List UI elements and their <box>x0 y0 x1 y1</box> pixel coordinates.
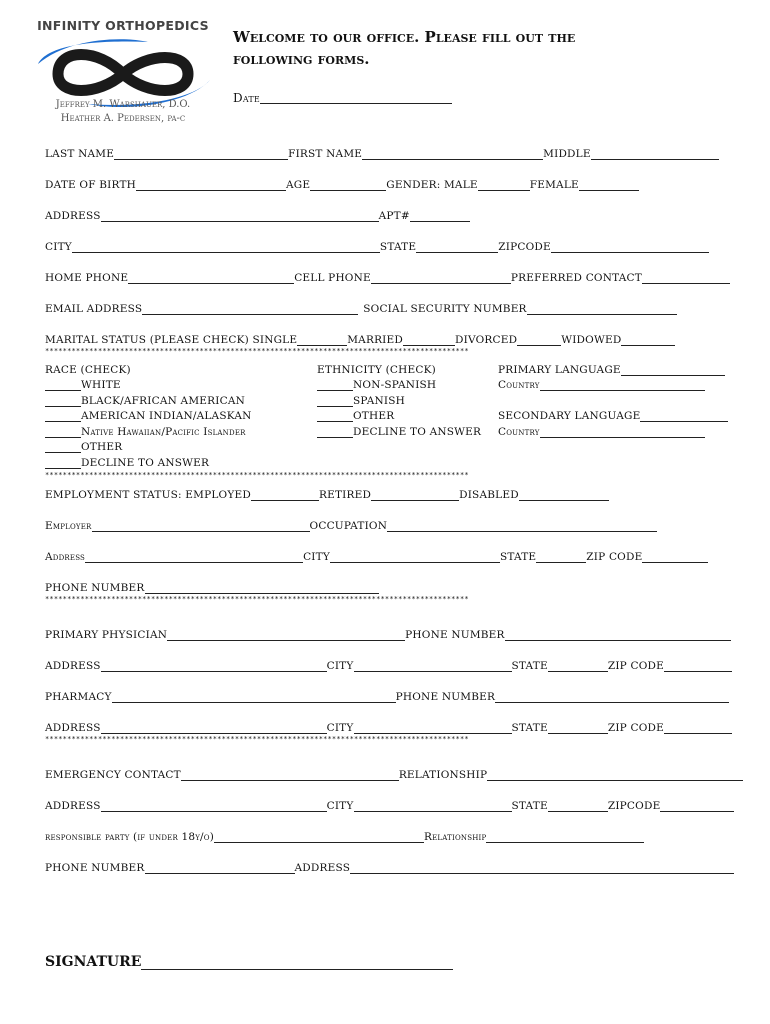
race-option-white: WHITE <box>45 376 305 392</box>
retired-label: RETIRED <box>318 489 372 501</box>
dob-field[interactable] <box>136 178 286 191</box>
emergency-zip-field[interactable] <box>660 799 734 812</box>
employer-field[interactable] <box>92 519 310 532</box>
state-field[interactable] <box>416 240 498 253</box>
pharmacy-phone-label: PHONE NUMBER <box>395 691 496 703</box>
race-hawaiian-checkbox[interactable] <box>45 425 81 438</box>
email-label: EMAIL ADDRESS <box>45 303 143 315</box>
phone-row <box>45 268 725 284</box>
pharmacy-city-label: CITY <box>326 722 354 734</box>
ethnicity-other-checkbox[interactable] <box>317 409 353 422</box>
disabled-field[interactable] <box>519 488 609 501</box>
city-row <box>45 237 725 253</box>
employer-city-label: CITY <box>303 551 330 563</box>
race-decline-checkbox[interactable] <box>45 456 81 469</box>
employed-label: EMPLOYMENT STATUS: EMPLOYED <box>45 489 251 501</box>
brand-name: INFINITY ORTHOPEDICS <box>37 18 209 33</box>
employed-field[interactable] <box>251 488 319 501</box>
race-white-checkbox[interactable] <box>45 378 81 391</box>
employer-address-label: Address <box>45 551 86 563</box>
dob-label: DATE OF BIRTH <box>45 179 137 191</box>
gender-female-label: FEMALE <box>529 179 579 191</box>
emergency-address-field[interactable] <box>101 799 327 812</box>
age-label: AGE <box>286 179 311 191</box>
gender-female-field[interactable] <box>579 178 639 191</box>
pharmacy-field[interactable] <box>112 690 396 703</box>
signature-field[interactable] <box>141 953 453 970</box>
date-row <box>233 88 493 104</box>
dob-row <box>45 175 725 191</box>
responsible-party-label: responsible party (if under 18y/o) <box>45 831 215 843</box>
employer-label: Employer <box>45 520 92 532</box>
address-label: ADDRESS <box>45 210 101 222</box>
welcome-line-1: Welcome to our office. Please fill out the <box>233 28 576 46</box>
employer-row <box>45 516 725 532</box>
separator-2: ************************************************************************************************ <box>45 471 469 479</box>
secondary-language-field[interactable] <box>640 409 728 422</box>
employer-phone-field[interactable] <box>145 581 379 594</box>
address-row <box>45 206 725 222</box>
emergency-relationship-label: RELATIONSHIP <box>398 769 488 781</box>
pharmacy-state-label: STATE <box>511 722 548 734</box>
country-2-field[interactable] <box>540 425 705 438</box>
pharmacy-zip-field[interactable] <box>664 721 732 734</box>
doctor-name-1: Jeffrey M. Warshauer, D.O. <box>55 99 191 110</box>
city-label: CITY <box>45 241 72 253</box>
responsible-relationship-field[interactable] <box>486 830 644 843</box>
signature-label: SIGNATURE <box>45 954 142 970</box>
responsible-phone-field[interactable] <box>145 861 295 874</box>
physician-phone-field[interactable] <box>505 628 731 641</box>
employer-phone-row <box>45 578 725 594</box>
employer-state-field[interactable] <box>536 550 586 563</box>
emergency-state-label: STATE <box>511 800 548 812</box>
middle-field[interactable] <box>591 147 719 160</box>
country-2-row <box>498 422 723 438</box>
physician-city-label: CITY <box>326 660 354 672</box>
secondary-language-row <box>498 407 723 423</box>
zip-field[interactable] <box>551 240 709 253</box>
physician-address-label: ADDRESS <box>45 660 101 672</box>
physician-state-label: STATE <box>511 660 548 672</box>
responsible-phone-label: PHONE NUMBER <box>45 862 145 874</box>
welcome-heading <box>233 26 673 70</box>
emergency-city-label: CITY <box>326 800 354 812</box>
physician-address-field[interactable] <box>101 659 327 672</box>
race-option-american-indian: AMERICAN INDIAN/ALASKAN <box>45 407 305 423</box>
preferred-contact-field[interactable] <box>642 271 730 284</box>
email-row <box>45 299 725 315</box>
responsible-party-row <box>45 827 725 843</box>
date-field[interactable] <box>260 91 452 104</box>
address-field[interactable] <box>101 209 379 222</box>
first-name-label: FIRST NAME <box>288 148 363 160</box>
separator-3: ************************************************************************************************ <box>45 595 469 603</box>
pharmacy-zip-label: ZIP CODE <box>607 722 664 734</box>
emergency-contact-label: EMERGENCY CONTACT <box>45 769 181 781</box>
marital-widowed-label: WIDOWED <box>561 334 622 346</box>
disabled-label: DISABLED <box>459 489 519 501</box>
marital-widowed-field[interactable] <box>621 333 675 346</box>
marital-married-field[interactable] <box>403 333 455 346</box>
pharmacy-state-field[interactable] <box>548 721 608 734</box>
race-option-other: OTHER <box>45 438 305 454</box>
secondary-language-label: SECONDARY LANGUAGE <box>498 410 641 422</box>
emergency-address-label: ADDRESS <box>45 800 101 812</box>
ethnicity-option-spanish: SPANISH <box>317 391 492 407</box>
occupation-label: OCCUPATION <box>309 520 388 532</box>
employer-zip-label: ZIP CODE <box>586 551 643 563</box>
primary-language-field[interactable] <box>621 363 725 376</box>
emergency-zip-label: ZIPCODE <box>607 800 661 812</box>
age-field[interactable] <box>310 178 386 191</box>
emergency-contact-field[interactable] <box>181 768 399 781</box>
physician-phone-label: PHONE NUMBER <box>405 629 505 641</box>
city-field[interactable] <box>72 240 380 253</box>
pharmacy-address-label: ADDRESS <box>45 722 101 734</box>
retired-field[interactable] <box>371 488 459 501</box>
last-name-field[interactable] <box>114 147 288 160</box>
employer-address-field[interactable] <box>85 550 303 563</box>
home-phone-field[interactable] <box>128 271 294 284</box>
language-column <box>498 360 723 438</box>
email-field[interactable] <box>142 302 358 315</box>
pharmacy-label: PHARMACY <box>45 691 112 703</box>
marital-married-label: MARRIED <box>347 334 404 346</box>
separator-1: ************************************************************************************************ <box>45 347 469 355</box>
employer-address-row <box>45 547 725 563</box>
employer-city-field[interactable] <box>330 550 500 563</box>
responsible-party-field[interactable] <box>214 830 424 843</box>
emergency-contact-row <box>45 765 725 781</box>
physician-row <box>45 625 725 641</box>
name-row <box>45 144 725 160</box>
preferred-contact-label: PREFERRED CONTACT <box>510 272 642 284</box>
marital-single-field[interactable] <box>297 333 347 346</box>
pharmacy-row <box>45 687 725 703</box>
physician-city-field[interactable] <box>354 659 512 672</box>
physician-state-field[interactable] <box>548 659 608 672</box>
country-1-row <box>498 376 723 392</box>
ethnicity-option-non-spanish: NON-SPANISH <box>317 376 492 392</box>
marital-single-label: MARITAL STATUS (PLEASE CHECK) SINGLE <box>45 334 298 346</box>
emergency-address-row <box>45 796 725 812</box>
ethnicity-column <box>317 360 492 438</box>
marital-row <box>45 330 725 346</box>
responsible-relationship-label: Relationship <box>424 831 487 843</box>
ethnicity-header: ETHNICITY (CHECK) <box>317 363 436 376</box>
race-other-checkbox[interactable] <box>45 440 81 453</box>
primary-physician-label: PRIMARY PHYSICIAN <box>45 629 168 641</box>
employer-phone-label: PHONE NUMBER <box>45 582 145 594</box>
race-option-decline: DECLINE TO ANSWER <box>45 453 305 469</box>
physician-address-row <box>45 656 725 672</box>
race-option-hawaiian: Native Hawaiian/Pacific Islander <box>45 422 305 438</box>
ethnicity-option-other: OTHER <box>317 407 492 423</box>
ethnicity-non-spanish-checkbox[interactable] <box>317 378 353 391</box>
cell-phone-label: CELL PHONE <box>294 272 371 284</box>
marital-divorced-field[interactable] <box>517 333 561 346</box>
home-phone-label: HOME PHONE <box>45 272 129 284</box>
responsible-phone-row <box>45 858 725 874</box>
employer-state-label: STATE <box>499 551 537 563</box>
first-name-field[interactable] <box>362 147 543 160</box>
marital-divorced-label: DIVORCED <box>455 334 518 346</box>
ethnicity-spanish-checkbox[interactable] <box>317 394 353 407</box>
occupation-field[interactable] <box>387 519 657 532</box>
race-column <box>45 360 305 469</box>
country-2-label: Country <box>498 425 540 438</box>
emergency-city-field[interactable] <box>354 799 512 812</box>
physician-zip-field[interactable] <box>664 659 732 672</box>
gender-male-label: GENDER: MALE <box>386 179 478 191</box>
signature-row <box>45 950 453 970</box>
ssn-label: SOCIAL SECURITY NUMBER <box>363 303 527 315</box>
zip-label: ZIPCODE <box>498 241 551 253</box>
race-option-black: BLACK/AFRICAN AMERICAN <box>45 391 305 407</box>
last-name-label: LAST NAME <box>45 148 115 160</box>
responsible-address-field[interactable] <box>350 861 734 874</box>
pharmacy-address-field[interactable] <box>101 721 327 734</box>
separator-4: ************************************************************************************************ <box>45 735 469 743</box>
primary-language-label: PRIMARY LANGUAGE <box>498 363 621 376</box>
race-american-indian-checkbox[interactable] <box>45 409 81 422</box>
pharmacy-city-field[interactable] <box>354 721 512 734</box>
apt-label: APT# <box>378 210 410 222</box>
doctor-name-2: Heather A. Pedersen, pa-c <box>60 113 186 124</box>
gender-male-field[interactable] <box>478 178 530 191</box>
welcome-line-2: following forms. <box>233 50 370 68</box>
race-header: RACE (CHECK) <box>45 363 131 376</box>
primary-language-row <box>498 360 723 376</box>
language-spacer <box>498 391 723 407</box>
state-label: STATE <box>379 241 417 253</box>
apt-field[interactable] <box>410 209 470 222</box>
country-1-label: Country <box>498 379 540 391</box>
physician-zip-label: ZIP CODE <box>607 660 664 672</box>
race-black-checkbox[interactable] <box>45 394 81 407</box>
responsible-address-label: ADDRESS <box>294 862 351 874</box>
date-label: Date <box>233 91 260 105</box>
primary-physician-field[interactable] <box>167 628 405 641</box>
employment-status-row <box>45 485 725 501</box>
employer-zip-field[interactable] <box>642 550 708 563</box>
pharmacy-address-row <box>45 718 725 734</box>
cell-phone-field[interactable] <box>371 271 511 284</box>
ethnicity-option-decline: DECLINE TO ANSWER <box>317 422 492 438</box>
ethnicity-decline-checkbox[interactable] <box>317 425 353 438</box>
middle-label: MIDDLE <box>543 148 591 160</box>
pharmacy-phone-field[interactable] <box>495 690 729 703</box>
ssn-field[interactable] <box>527 302 677 315</box>
emergency-state-field[interactable] <box>548 799 608 812</box>
country-1-field[interactable] <box>540 378 705 391</box>
emergency-relationship-field[interactable] <box>487 768 743 781</box>
